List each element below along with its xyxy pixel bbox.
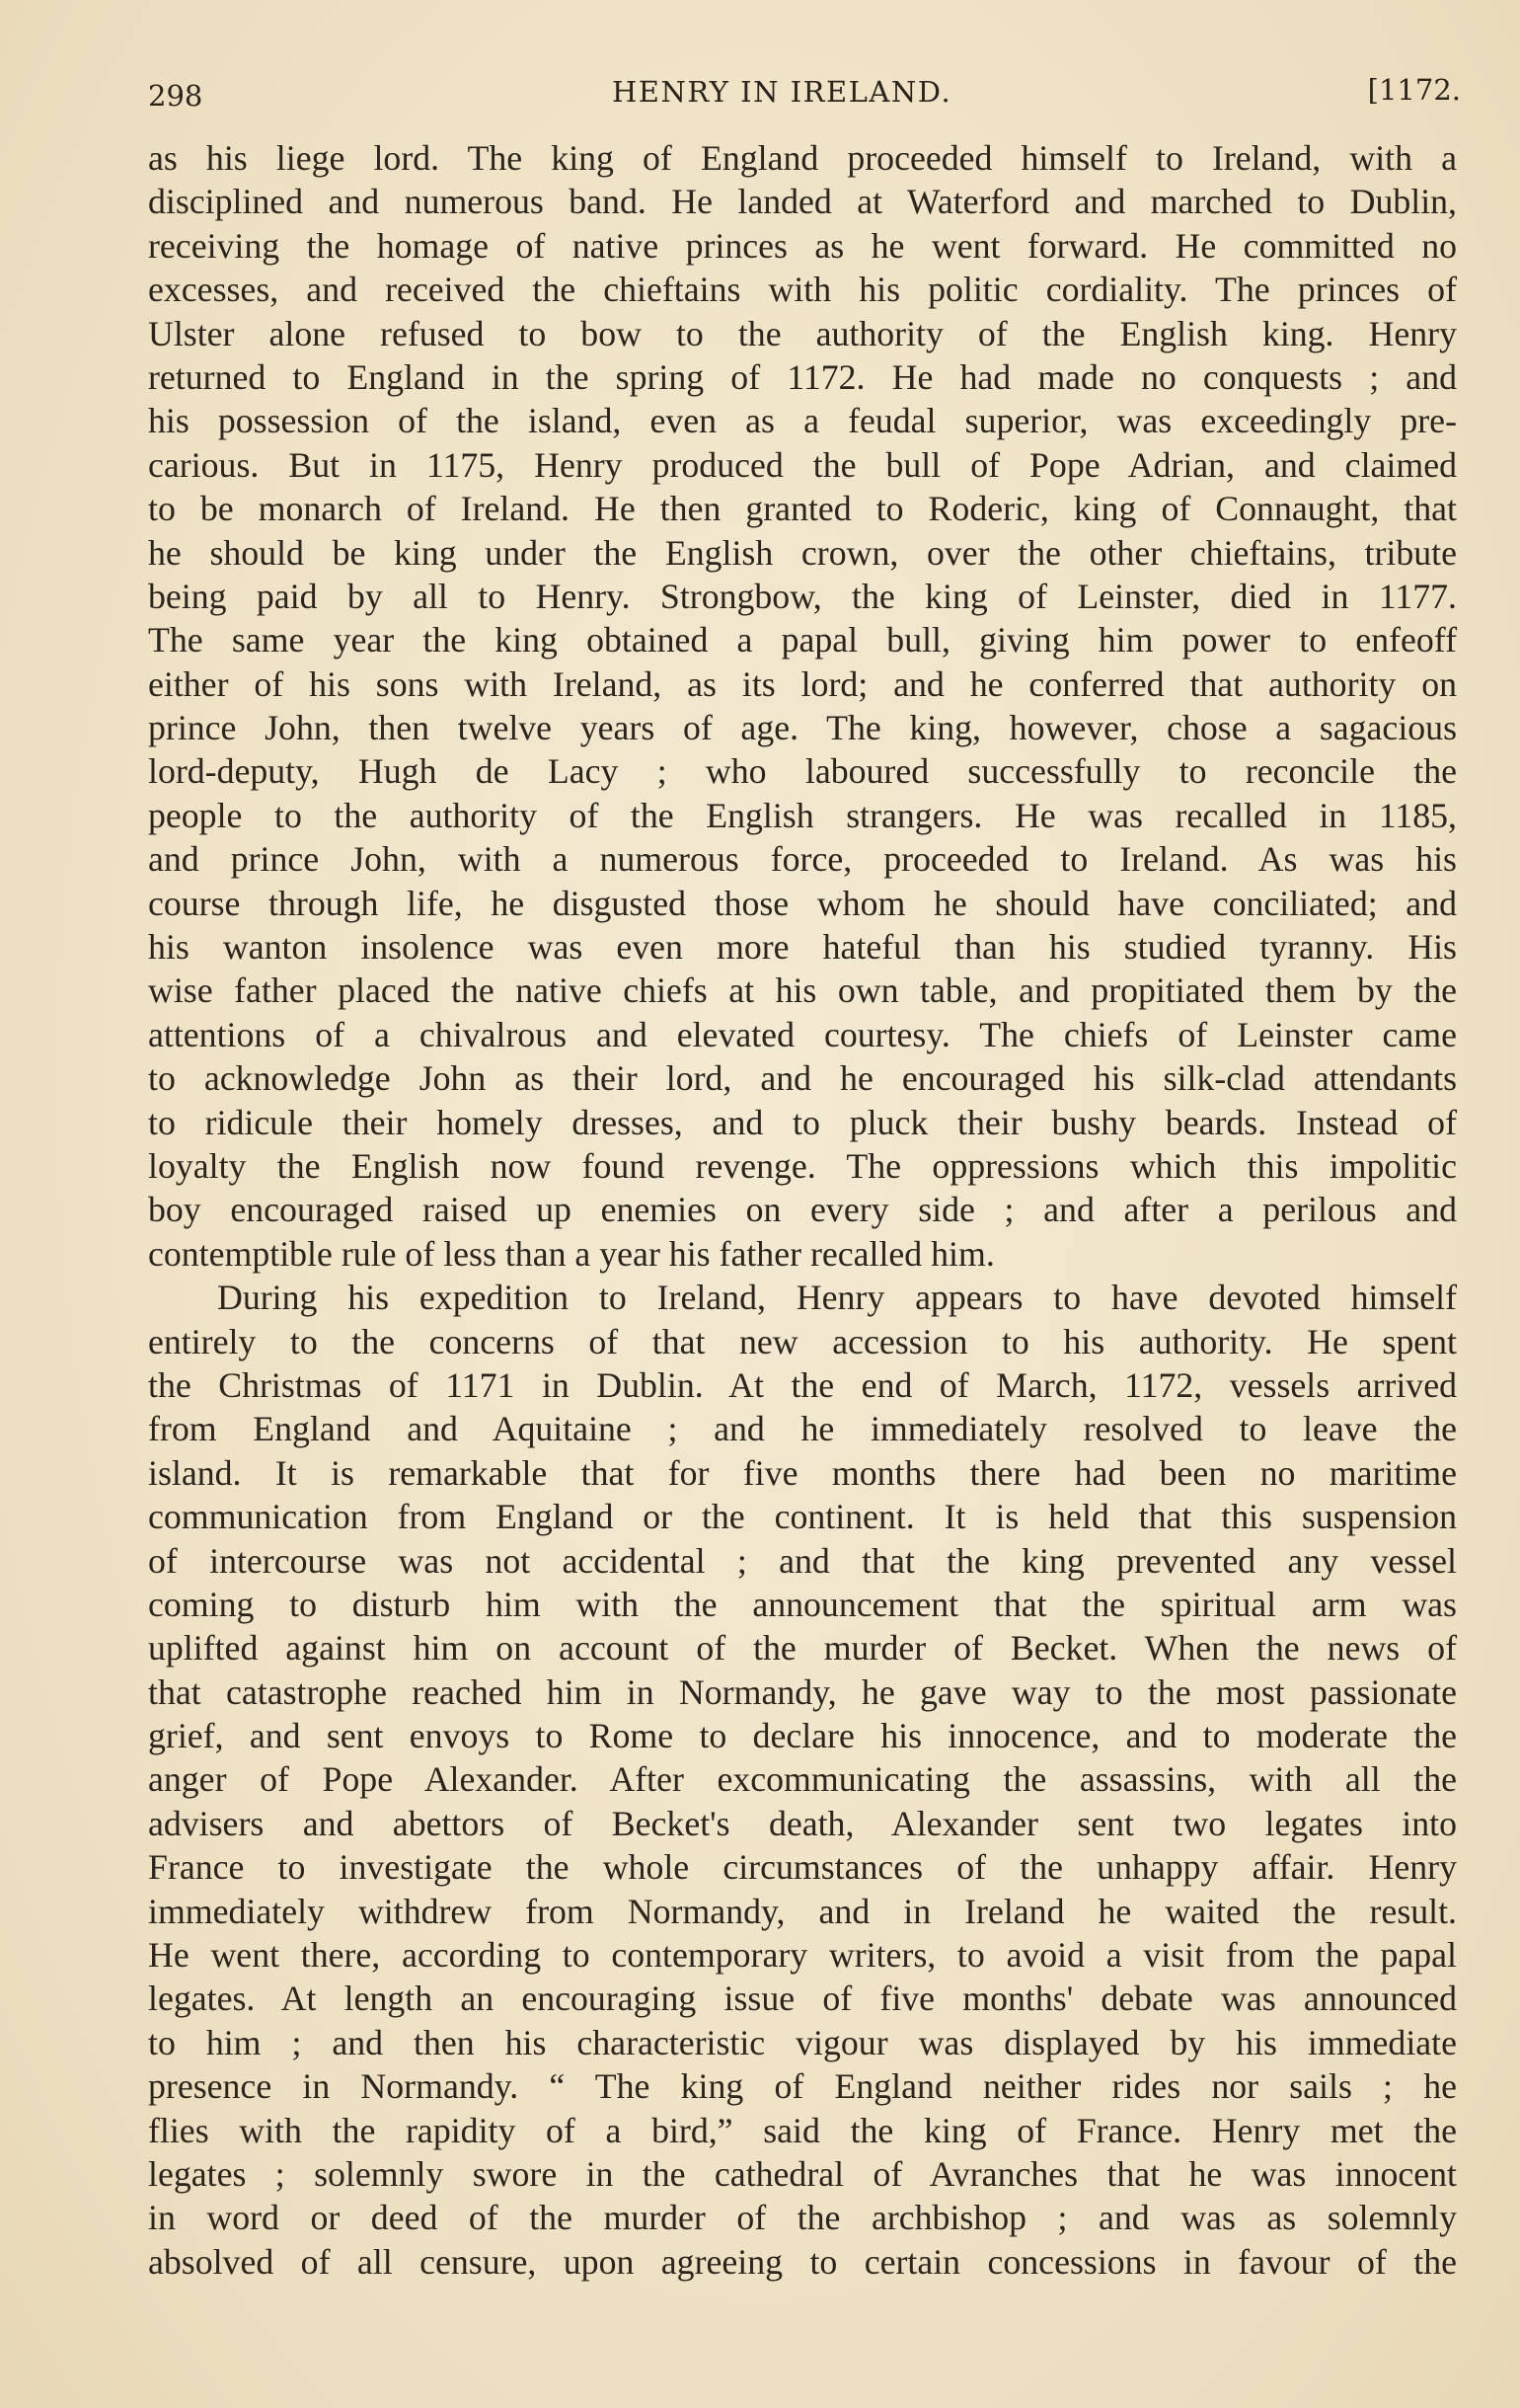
text-line: The same year the king obtained a papal bull, giving him power to enfeoff: [148, 620, 1457, 660]
text-line: anger of Pope Alexander. After excommunicating the assassins, with all the: [148, 1759, 1457, 1800]
text-line: he should be king under the English crown, over the other chieftains, tribute: [148, 532, 1457, 573]
text-line: grief, and sent envoys to Rome to declare his innocence, and to moderate the: [148, 1716, 1457, 1756]
text-line: either of his sons with Ireland, as its lord; and he conferred that authority on: [148, 663, 1457, 704]
text-line: wise father placed the native chiefs at his own table, and propitiated them by the: [148, 971, 1457, 1011]
running-title: HENRY IN IRELAND.: [612, 75, 952, 109]
text-line: being paid by all to Henry. Strongbow, the king of Leinster, died in 1177.: [148, 576, 1457, 616]
text-line: presence in Normandy. “ The king of England neither rides nor sails ; he: [148, 2066, 1457, 2107]
text-line: lord-deputy, Hugh de Lacy ; who laboured successfully to reconcile the: [148, 751, 1457, 792]
text-line: to acknowledge John as their lord, and he encouraged his silk-clad attendants: [148, 1058, 1457, 1099]
text-line: that catastrophe reached him in Normandy, he gave way to the most passionate: [148, 1671, 1457, 1712]
page-header: [148, 71, 1461, 120]
text-line: island. It is remarkable that for five months there had been no maritime: [148, 1452, 1457, 1493]
text-line: in word or deed of the murder of the archbishop ; and was as solemnly: [148, 2198, 1457, 2238]
text-line: his wanton insolence was even more hateful than his studied tyranny. His: [148, 927, 1457, 968]
text-line: France to investigate the whole circumstances of the unhappy affair. Henry: [148, 1847, 1457, 1888]
text-line: and prince John, with a numerous force, proceeded to Ireland. As was his: [148, 839, 1457, 880]
text-line: boy encouraged raised up enemies on every side ; and after a perilous and: [148, 1190, 1457, 1230]
text-line: communication from England or the continent. It is held that this suspension: [148, 1497, 1457, 1537]
text-line: his possession of the island, even as a feudal superior, was exceedingly pre-: [148, 401, 1457, 441]
text-line: course through life, he disgusted those whom he should have conciliated; and: [148, 883, 1457, 923]
text-line: uplifted against him on account of the murder of Becket. When the news of: [148, 1628, 1457, 1669]
text-line: immediately withdrew from Normandy, and in Ireland he waited the result.: [148, 1891, 1457, 1931]
text-line: attentions of a chivalrous and elevated courtesy. The chiefs of Leinster came: [148, 1014, 1457, 1054]
text-line: to ridicule their homely dresses, and to pluck their bushy beards. Instead of: [148, 1102, 1457, 1142]
text-line: carious. But in 1175, Henry produced the bull of Pope Adrian, and claimed: [148, 444, 1457, 485]
text-line: receiving the homage of native princes as he went forward. He committed no: [148, 225, 1457, 266]
text-line: to him ; and then his characteristic vigour was displayed by his immediate: [148, 2022, 1457, 2062]
text-line: returned to England in the spring of 1172. He had made no conquests ; and: [148, 356, 1457, 397]
text-line: as his liege lord. The king of England proceeded himself to Ireland, with a: [148, 138, 1457, 178]
page-number: 298: [148, 79, 203, 113]
text-line: people to the authority of the English strangers. He was recalled in 1185,: [148, 795, 1457, 835]
text-line: flies with the rapidity of a bird,” said the king of France. Henry met the: [148, 2110, 1457, 2150]
text-line: entirely to the concerns of that new accession to his authority. He spent: [148, 1321, 1457, 1361]
text-line: advisers and abettors of Becket's death, Alexander sent two legates into: [148, 1803, 1457, 1843]
text-line: contemptible rule of less than a year his father recalled him.: [148, 1233, 995, 1274]
text-line: absolved of all censure, upon agreeing to certain concessions in favour of the: [148, 2241, 1457, 2282]
text-line: He went there, according to contemporary writers, to avoid a visit from the papal: [148, 1935, 1457, 1976]
text-line: excesses, and received the chieftains with his politic cordiality. The princes of: [148, 270, 1457, 310]
text-line: of intercourse was not accidental ; and that the king prevented any vessel: [148, 1540, 1457, 1581]
text-line: disciplined and numerous band. He landed at Waterford and marched to Dublin,: [148, 182, 1457, 222]
year-marker: [1172.: [1367, 73, 1461, 107]
text-line: to be monarch of Ireland. He then granted to Roderic, king of Connaught, that: [148, 489, 1457, 529]
text-line: coming to disturb him with the announcement that the spiritual arm was: [148, 1584, 1457, 1624]
text-line: legates ; solemnly swore in the cathedral of Avranches that he was innocent: [148, 2153, 1457, 2194]
text-line: Ulster alone refused to bow to the authority of the English king. Henry: [148, 313, 1457, 353]
text-line: prince John, then twelve years of age. The king, however, chose a sagacious: [148, 708, 1457, 748]
body-text: [148, 136, 1457, 2284]
text-line: loyalty the English now found revenge. The oppressions which this impolitic: [148, 1145, 1457, 1186]
text-line: the Christmas of 1171 in Dublin. At the end of March, 1172, vessels arrived: [148, 1364, 1457, 1405]
text-line: legates. At length an encouraging issue of five months' debate was announced: [148, 1979, 1457, 2019]
text-line: from England and Aquitaine ; and he immediately resolved to leave the: [148, 1409, 1457, 1449]
text-line: During his expedition to Ireland, Henry appears to have devoted himself: [217, 1278, 1457, 1318]
